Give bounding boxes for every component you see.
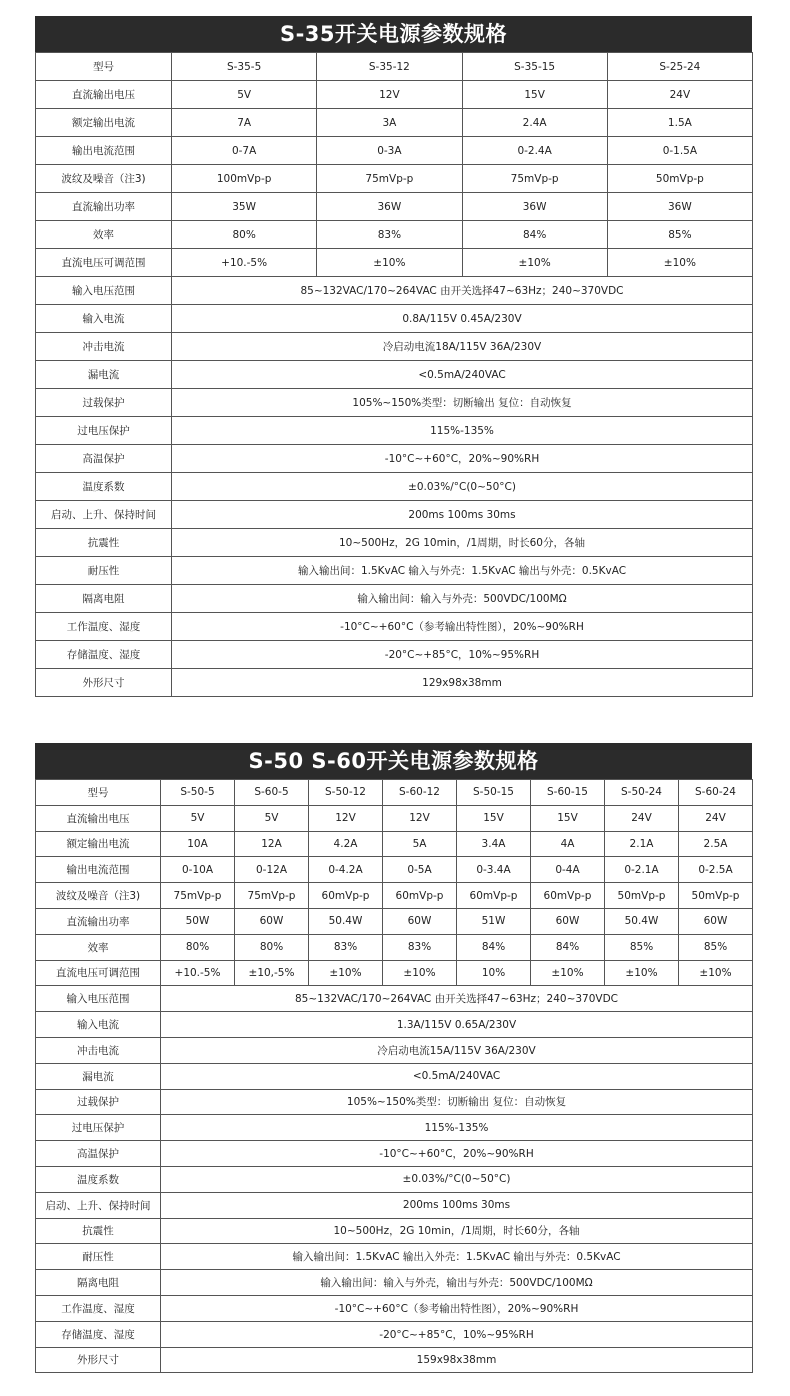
spec-value: <0.5mA/240VAC: [161, 1063, 753, 1089]
spec-value: 3A: [317, 109, 462, 137]
spec-value: 10A: [161, 831, 235, 857]
spec-value: 24V: [679, 805, 753, 831]
table-row: [36, 908, 753, 934]
table-row: [36, 81, 753, 109]
table-row: [36, 1166, 753, 1192]
row-label: 耐压性: [36, 557, 172, 585]
row-label: 波纹及噪音（注3): [36, 165, 172, 193]
spec-value: 84%: [457, 934, 531, 960]
spec-value: 2.5A: [679, 831, 753, 857]
spec-value: 24V: [605, 805, 679, 831]
row-label: 外形尺寸: [36, 1347, 161, 1373]
spec-value: -10°C~+60°C，20%~90%RH: [161, 1141, 753, 1167]
spec-value: 100mVp-p: [172, 165, 317, 193]
table-row: [36, 1218, 753, 1244]
table-row: [36, 333, 753, 361]
spec-value: 60mVp-p: [531, 883, 605, 909]
spec-value: 4A: [531, 831, 605, 857]
spec-value: 50.4W: [309, 908, 383, 934]
spec-value: S-60-12: [383, 780, 457, 806]
spec-value: ±10%: [605, 960, 679, 986]
spec-value: ±10%: [383, 960, 457, 986]
row-label: 过电压保护: [36, 1115, 161, 1141]
spec-value: 0-7A: [172, 137, 317, 165]
spec-value: 75mVp-p: [161, 883, 235, 909]
spec-value: 35W: [172, 193, 317, 221]
spec-value: 50mVp-p: [605, 883, 679, 909]
spec-value: 0-5A: [383, 857, 457, 883]
row-label: 工作温度、湿度: [36, 613, 172, 641]
spec-value: 105%~150%类型：切断输出 复位：自动恢复: [172, 389, 753, 417]
model-row: [36, 780, 753, 806]
spec-value: S-60-15: [531, 780, 605, 806]
row-label: 高温保护: [36, 1141, 161, 1167]
row-label: 直流输出功率: [36, 193, 172, 221]
spec-value: 24V: [607, 81, 752, 109]
table-row: [36, 1321, 753, 1347]
spec-value: <0.5mA/240VAC: [172, 361, 753, 389]
spec-value: -20°C~+85°C，10%~95%RH: [161, 1321, 753, 1347]
spec-value: 5V: [172, 81, 317, 109]
spec-value: 2.4A: [462, 109, 607, 137]
table-row: [36, 137, 753, 165]
table-row: [36, 501, 753, 529]
spec-table-s35: [35, 16, 752, 697]
table-row: [36, 305, 753, 333]
spec-value: 5V: [161, 805, 235, 831]
spec-value: 84%: [531, 934, 605, 960]
row-label: 直流输出功率: [36, 908, 161, 934]
table-row: [36, 557, 753, 585]
spec-value: ±10%: [462, 249, 607, 277]
spec-value: +10.-5%: [161, 960, 235, 986]
table-row: [36, 585, 753, 613]
spec-value: 60W: [531, 908, 605, 934]
table-row: [36, 805, 753, 831]
spec-value: 36W: [317, 193, 462, 221]
spec-value: 50mVp-p: [607, 165, 752, 193]
table-row: [36, 473, 753, 501]
table-row: [36, 831, 753, 857]
spec-value: ±10%: [679, 960, 753, 986]
spec-value: 10~500Hz，2G 10min，/1周期，时长60分，各轴: [161, 1218, 753, 1244]
row-label: 效率: [36, 221, 172, 249]
table-row: [36, 1270, 753, 1296]
spec-value: ±10%: [531, 960, 605, 986]
table-row: [36, 669, 753, 697]
spec-value: -10°C~+60°C（参考输出特性图），20%~90%RH: [161, 1295, 753, 1321]
row-label: 工作温度、湿度: [36, 1295, 161, 1321]
spec-value: 75mVp-p: [462, 165, 607, 193]
spec-value: 12V: [317, 81, 462, 109]
spec-value: 0-4.2A: [309, 857, 383, 883]
spec-value: 5A: [383, 831, 457, 857]
spec-value: ±0.03%/°C(0~50°C): [161, 1166, 753, 1192]
spec-value: S-50-15: [457, 780, 531, 806]
model-row: [36, 53, 753, 81]
spec-value: S-25-24: [607, 53, 752, 81]
table-row: [36, 934, 753, 960]
table-row: [36, 165, 753, 193]
table-row: [36, 1295, 753, 1321]
row-label: 隔离电阻: [36, 1270, 161, 1296]
table-row: [36, 613, 753, 641]
spec-value: 0-4A: [531, 857, 605, 883]
row-label: 温度系数: [36, 1166, 161, 1192]
row-label: 直流输出电压: [36, 81, 172, 109]
spec-value: 4.2A: [309, 831, 383, 857]
spec-table-s50-s60: [35, 743, 752, 1373]
spec-value: 85%: [605, 934, 679, 960]
spec-value: ±10%: [607, 249, 752, 277]
spec-value: 60W: [383, 908, 457, 934]
row-label: 型号: [36, 780, 161, 806]
table-row: [36, 986, 753, 1012]
spec-value: 85~132VAC/170~264VAC 由开关选择47~63Hz；240~370VDC: [172, 277, 753, 305]
row-label: 漏电流: [36, 361, 172, 389]
spec-value: 51W: [457, 908, 531, 934]
spec-grid: [35, 779, 753, 1373]
spec-value: S-35-12: [317, 53, 462, 81]
spec-value: S-35-5: [172, 53, 317, 81]
row-label: 过载保护: [36, 1089, 161, 1115]
row-label: 输出电流范围: [36, 137, 172, 165]
spec-grid: [35, 52, 753, 697]
table-row: [36, 1244, 753, 1270]
spec-title: S-35开关电源参数规格: [35, 16, 752, 52]
spec-value: 50mVp-p: [679, 883, 753, 909]
table-row: [36, 1037, 753, 1063]
spec-value: 80%: [172, 221, 317, 249]
row-label: 额定输出电流: [36, 831, 161, 857]
spec-value: 0-10A: [161, 857, 235, 883]
spec-value: -10°C~+60°C（参考输出特性图），20%~90%RH: [172, 613, 753, 641]
table-row: [36, 277, 753, 305]
spec-value: 冷启动电流15A/115V 36A/230V: [161, 1037, 753, 1063]
table-row: [36, 1089, 753, 1115]
spec-value: S-60-24: [679, 780, 753, 806]
row-label: 漏电流: [36, 1063, 161, 1089]
row-label: 输入电流: [36, 1012, 161, 1038]
spec-value: 36W: [462, 193, 607, 221]
spec-value: 0-12A: [235, 857, 309, 883]
table-row: [36, 361, 753, 389]
spec-value: 0-2.5A: [679, 857, 753, 883]
spec-value: 5V: [235, 805, 309, 831]
spec-value: ±0.03%/°C(0~50°C): [172, 473, 753, 501]
spec-value: -10°C~+60°C，20%~90%RH: [172, 445, 753, 473]
row-label: 抗震性: [36, 529, 172, 557]
spec-value: 0-2.4A: [462, 137, 607, 165]
row-label: 抗震性: [36, 1218, 161, 1244]
spec-value: ±10%: [317, 249, 462, 277]
spec-value: 7A: [172, 109, 317, 137]
row-label: 输入电压范围: [36, 986, 161, 1012]
table-row: [36, 883, 753, 909]
spec-value: 80%: [161, 934, 235, 960]
spec-value: 83%: [309, 934, 383, 960]
spec-value: S-35-15: [462, 53, 607, 81]
spec-value: 50W: [161, 908, 235, 934]
table-row: [36, 389, 753, 417]
spec-value: S-50-24: [605, 780, 679, 806]
spec-value: 15V: [531, 805, 605, 831]
table-row: [36, 1192, 753, 1218]
row-label: 效率: [36, 934, 161, 960]
spec-value: ±10,-5%: [235, 960, 309, 986]
row-label: 耐压性: [36, 1244, 161, 1270]
spec-value: 15V: [457, 805, 531, 831]
row-label: 直流输出电压: [36, 805, 161, 831]
spec-value: 1.3A/115V 0.65A/230V: [161, 1012, 753, 1038]
spec-value: 129x98x38mm: [172, 669, 753, 697]
spec-value: 60mVp-p: [457, 883, 531, 909]
spec-value: 85%: [607, 221, 752, 249]
spec-value: 85~132VAC/170~264VAC 由开关选择47~63Hz；240~370VDC: [161, 986, 753, 1012]
spec-value: 60mVp-p: [309, 883, 383, 909]
spec-value: 输入输出间：输入与外壳，输出与外壳：500VDC/100MΩ: [161, 1270, 753, 1296]
table-row: [36, 1347, 753, 1373]
spec-value: S-50-12: [309, 780, 383, 806]
spec-value: +10.-5%: [172, 249, 317, 277]
spec-value: 60mVp-p: [383, 883, 457, 909]
spec-value: 0-3.4A: [457, 857, 531, 883]
spec-value: 输入输出间：1.5KvAC 输出入外壳：1.5KvAC 输出与外壳：0.5KvAC: [161, 1244, 753, 1270]
row-label: 外形尺寸: [36, 669, 172, 697]
spec-value: 50.4W: [605, 908, 679, 934]
table-row: [36, 857, 753, 883]
table-row: [36, 1115, 753, 1141]
table-row: [36, 417, 753, 445]
spec-value: 输入输出间：1.5KvAC 输入与外壳：1.5KvAC 输出与外壳：0.5KvAC: [172, 557, 753, 585]
spec-value: 15V: [462, 81, 607, 109]
spec-value: S-50-5: [161, 780, 235, 806]
spec-value: 84%: [462, 221, 607, 249]
row-label: 冲击电流: [36, 333, 172, 361]
spec-value: 0-2.1A: [605, 857, 679, 883]
table-row: [36, 1141, 753, 1167]
row-label: 波纹及噪音（注3): [36, 883, 161, 909]
spec-value: -20°C~+85°C，10%~95%RH: [172, 641, 753, 669]
table-row: [36, 249, 753, 277]
spec-value: 0.8A/115V 0.45A/230V: [172, 305, 753, 333]
spec-title: S-50 S-60开关电源参数规格: [35, 743, 752, 779]
spec-value: 159x98x38mm: [161, 1347, 753, 1373]
spec-value: ±10%: [309, 960, 383, 986]
row-label: 过载保护: [36, 389, 172, 417]
table-row: [36, 109, 753, 137]
table-row: [36, 529, 753, 557]
row-label: 输入电流: [36, 305, 172, 333]
spec-value: 10~500Hz，2G 10min，/1周期，时长60分，各轴: [172, 529, 753, 557]
table-row: [36, 193, 753, 221]
row-label: 隔离电阻: [36, 585, 172, 613]
spec-value: 200ms 100ms 30ms: [172, 501, 753, 529]
spec-value: 80%: [235, 934, 309, 960]
row-label: 输入电压范围: [36, 277, 172, 305]
row-label: 冲击电流: [36, 1037, 161, 1063]
row-label: 直流电压可调范围: [36, 960, 161, 986]
spec-value: 3.4A: [457, 831, 531, 857]
row-label: 直流电压可调范围: [36, 249, 172, 277]
table-row: [36, 1063, 753, 1089]
spec-value: 12V: [383, 805, 457, 831]
row-label: 启动、上升、保持时间: [36, 501, 172, 529]
row-label: 输出电流范围: [36, 857, 161, 883]
spec-value: 115%-135%: [161, 1115, 753, 1141]
spec-value: 75mVp-p: [235, 883, 309, 909]
table-row: [36, 960, 753, 986]
spec-value: 36W: [607, 193, 752, 221]
row-label: 高温保护: [36, 445, 172, 473]
spec-value: 0-1.5A: [607, 137, 752, 165]
row-label: 型号: [36, 53, 172, 81]
row-label: 存储温度、湿度: [36, 1321, 161, 1347]
spec-value: 85%: [679, 934, 753, 960]
spec-value: 115%-135%: [172, 417, 753, 445]
spec-value: 105%~150%类型：切断输出 复位：自动恢复: [161, 1089, 753, 1115]
row-label: 存储温度、湿度: [36, 641, 172, 669]
table-row: [36, 221, 753, 249]
spec-value: 1.5A: [607, 109, 752, 137]
row-label: 过电压保护: [36, 417, 172, 445]
spec-value: 200ms 100ms 30ms: [161, 1192, 753, 1218]
table-row: [36, 1012, 753, 1038]
spec-value: 75mVp-p: [317, 165, 462, 193]
table-row: [36, 445, 753, 473]
spec-value: 60W: [679, 908, 753, 934]
spec-value: 83%: [383, 934, 457, 960]
spec-value: 0-3A: [317, 137, 462, 165]
row-label: 额定输出电流: [36, 109, 172, 137]
spec-value: 2.1A: [605, 831, 679, 857]
spec-value: 输入输出间：输入与外壳：500VDC/100MΩ: [172, 585, 753, 613]
row-label: 温度系数: [36, 473, 172, 501]
spec-value: 83%: [317, 221, 462, 249]
spec-value: 60W: [235, 908, 309, 934]
spec-value: 10%: [457, 960, 531, 986]
table-row: [36, 641, 753, 669]
spec-value: 冷启动电流18A/115V 36A/230V: [172, 333, 753, 361]
spec-value: 12V: [309, 805, 383, 831]
row-label: 启动、上升、保持时间: [36, 1192, 161, 1218]
spec-value: S-60-5: [235, 780, 309, 806]
spec-value: 12A: [235, 831, 309, 857]
